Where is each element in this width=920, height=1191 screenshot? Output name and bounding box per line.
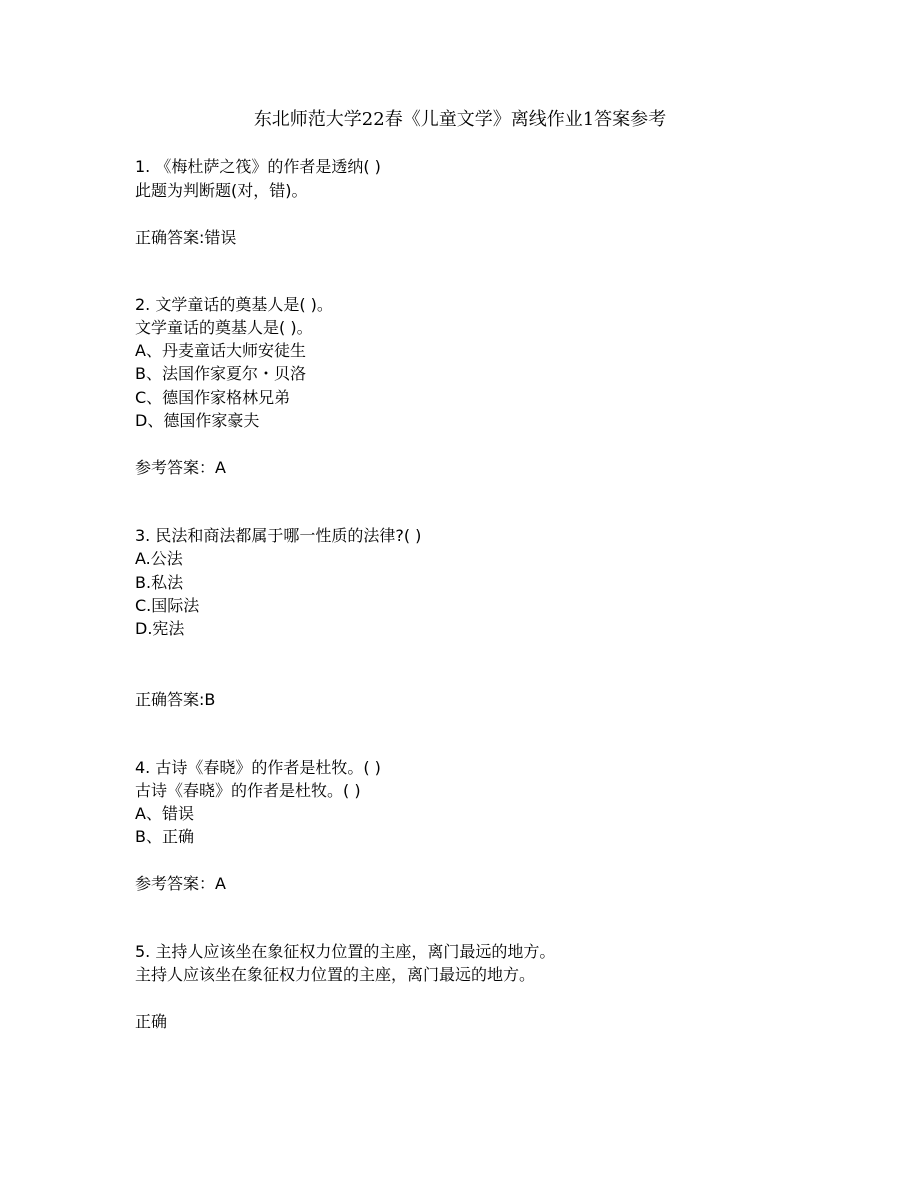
option-b: B.私法 [135,573,184,592]
option-b: B、法国作家夏尔・贝洛 [135,364,306,383]
option-a: A、错误 [135,804,194,823]
option-d: D、德国作家豪夫 [135,411,260,430]
question-stem: 3. 民法和商法都属于哪一性质的法律?( ) [135,526,422,545]
question-line: 此题为判断题(对，错)。 [135,181,308,200]
question-line: 主持人应该坐在象征权力位置的主座，离门最远的地方。 [135,965,536,984]
answer-line: 正确答案:错误 [135,228,237,247]
question-line: 文学童话的奠基人是( )。 [135,318,313,337]
answer-line: 正确 [135,1012,168,1031]
question-line: 古诗《春晓》的作者是杜牧。( ) [135,781,361,800]
option-c: C.国际法 [135,596,200,615]
option-a: A.公法 [135,549,183,568]
page-title: 东北师范大学22春《儿童文学》离线作业1答案参考 [253,109,667,130]
option-a: A、丹麦童话大师安徒生 [135,341,306,360]
question-stem: 1. 《梅杜萨之筏》的作者是透纳( ) [135,157,381,176]
question-stem: 5. 主持人应该坐在象征权力位置的主座，离门最远的地方。 [135,942,556,961]
answer-line: 参考答案：A [135,874,226,893]
option-c: C、德国作家格林兄弟 [135,388,291,407]
option-d: D.宪法 [135,619,185,638]
question-stem: 4. 古诗《春晓》的作者是杜牧。( ) [135,758,381,777]
option-b: B、正确 [135,827,194,846]
answer-line: 参考答案：A [135,458,226,477]
question-stem: 2. 文学童话的奠基人是( )。 [135,295,333,314]
answer-line: 正确答案:B [135,690,216,709]
